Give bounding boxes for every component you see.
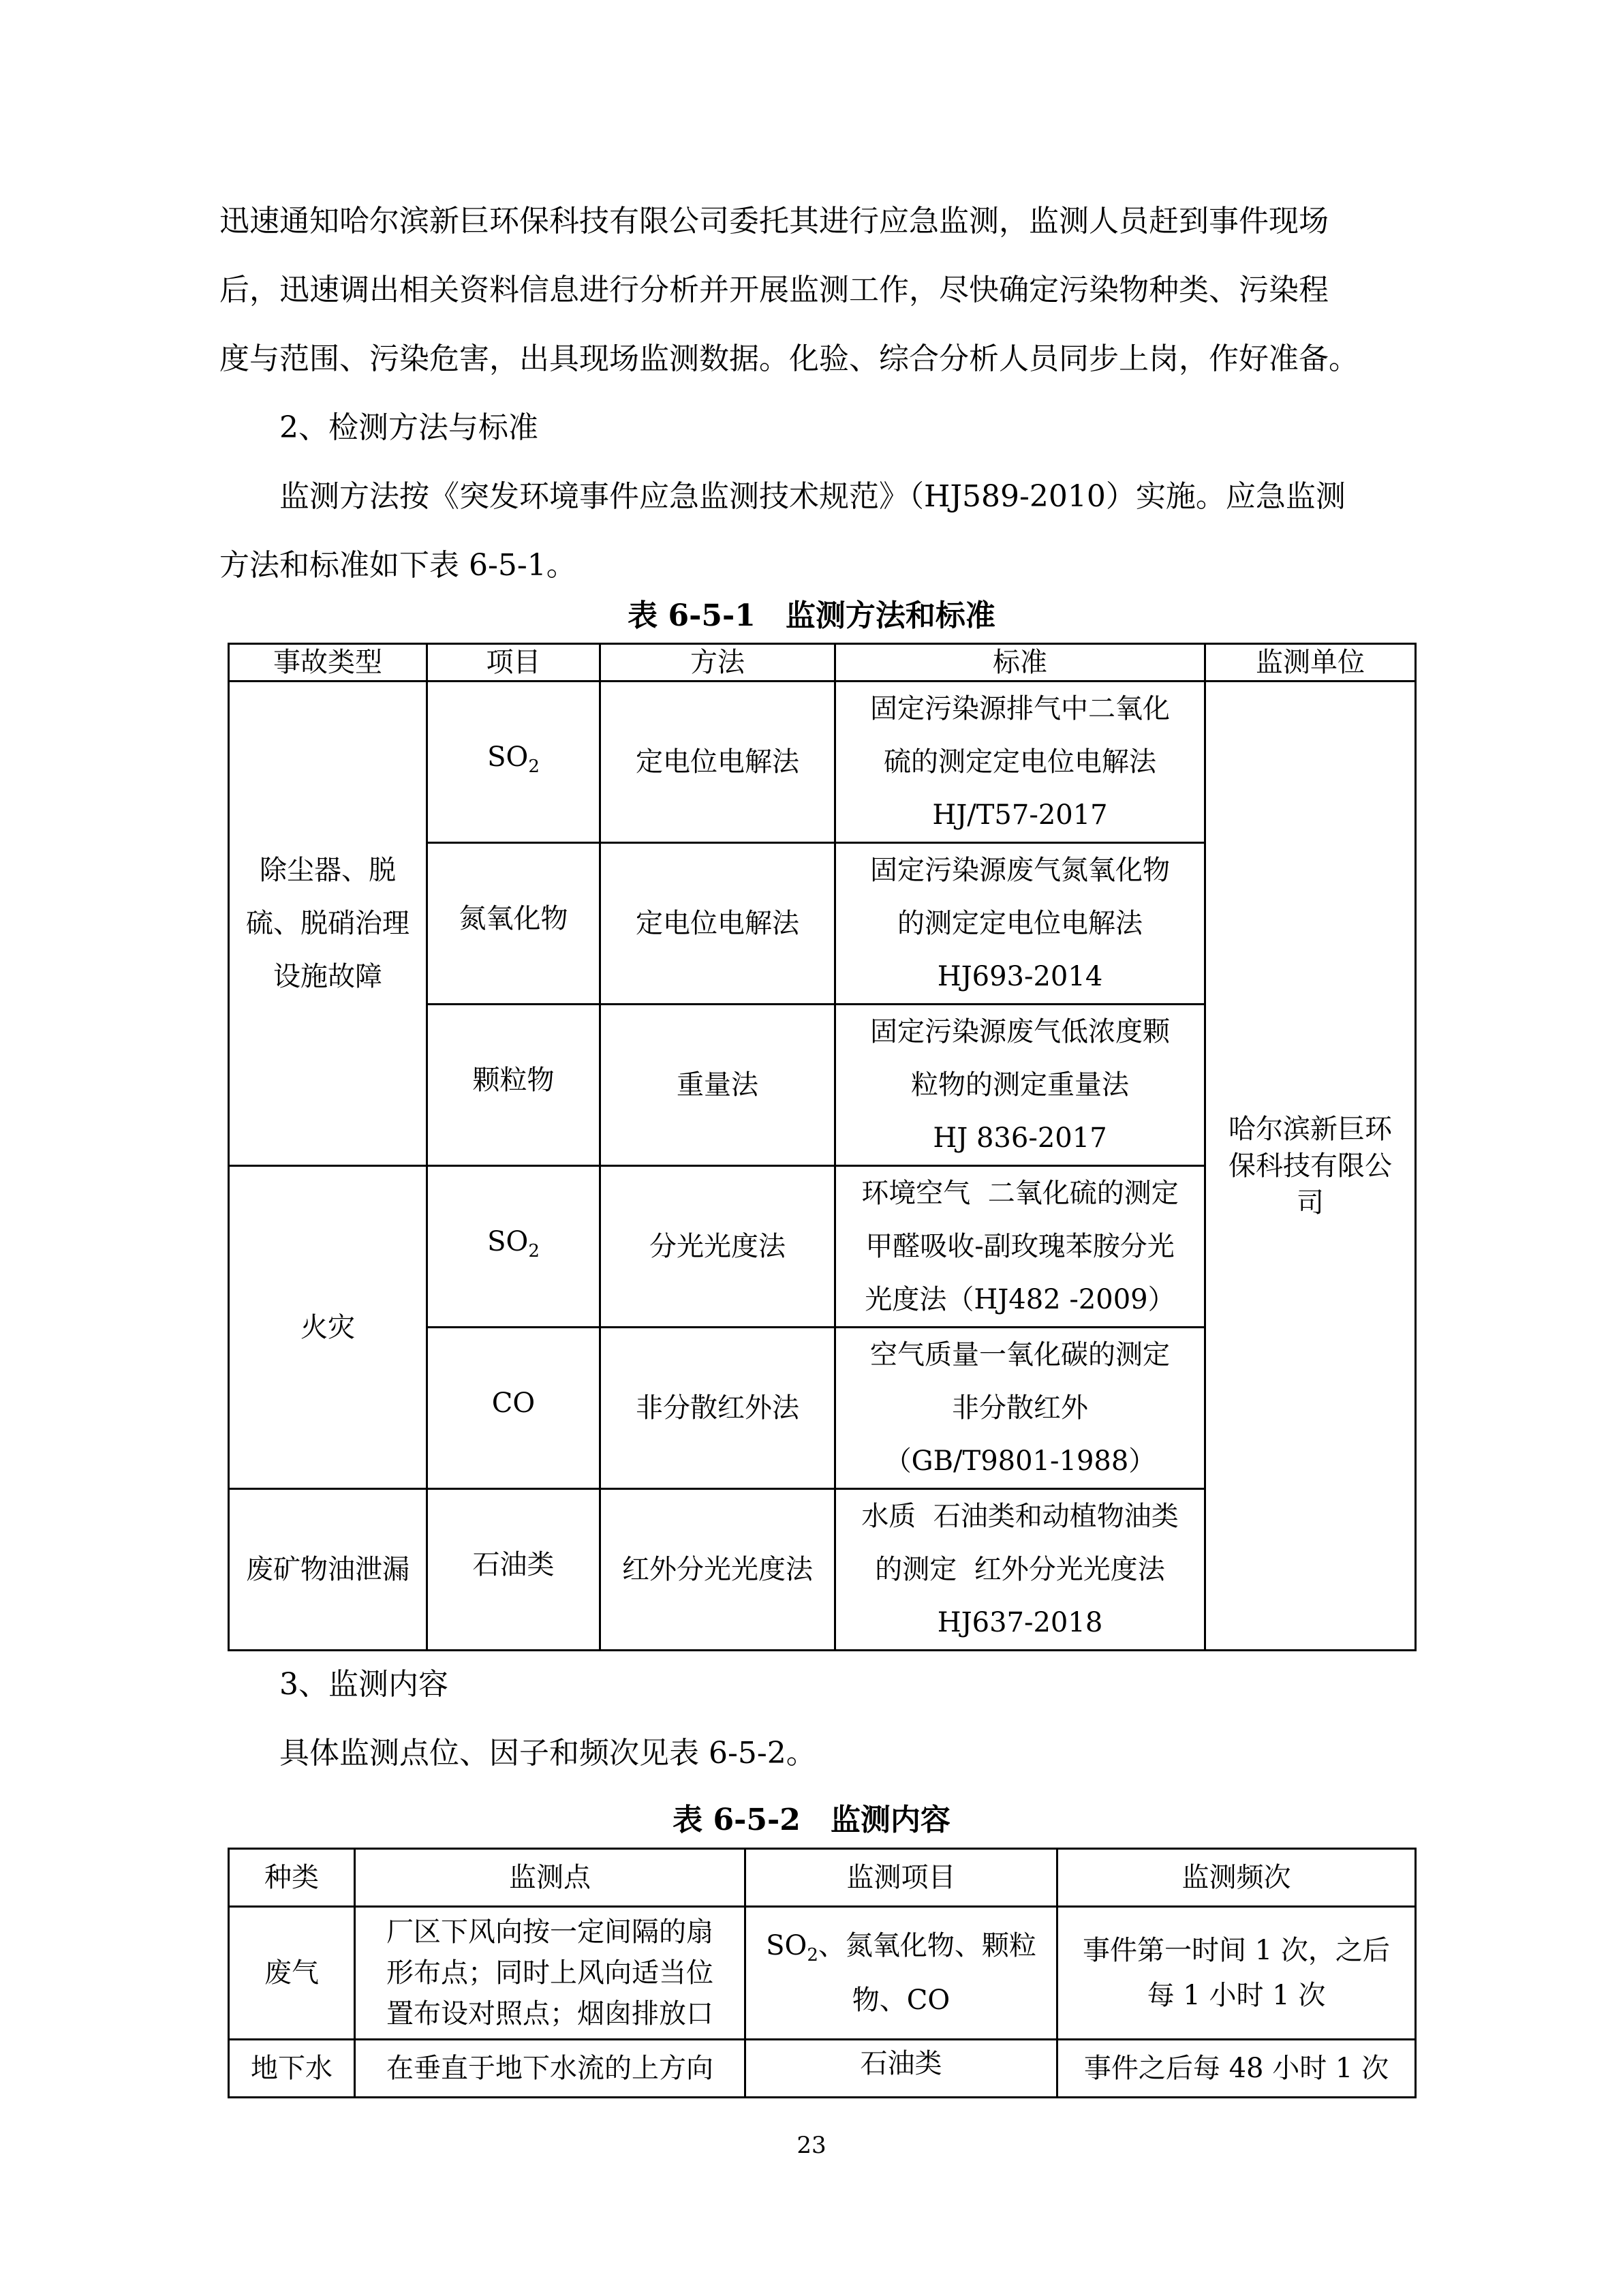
item-cell: CO <box>427 1328 600 1489</box>
table1-header-row <box>229 644 1416 682</box>
standard-cell: 水质 石油类和动植物油类 的测定 红外分光光度法 HJ637-2018 <box>835 1489 1205 1651</box>
kind-cell: 地下水 <box>229 2040 355 2098</box>
header-monitoring-point: 监测点 <box>355 1849 745 1907</box>
monitoring-unit-cell: 哈尔滨新巨环保科技有限公司 <box>1205 682 1416 1651</box>
item-cell: 颗粒物 <box>427 1005 600 1166</box>
item-cell: $SO_2$ <box>427 1166 600 1328</box>
page-number: 23 <box>797 2132 826 2159</box>
table-monitoring-content <box>228 1848 1417 2098</box>
method-cell: 红外分光光度法 <box>600 1489 835 1651</box>
standard-cell: 空气质量一氧化碳的测定 非分散红外 （GB/T9801-1988） <box>835 1328 1205 1489</box>
monitoring-point-cell: 厂区下风向按一定间隔的扇 形布点；同时上风向适当位 置布设对照点；烟囱排放口 <box>355 1907 745 2040</box>
item-cell: $SO_2$ <box>427 682 600 843</box>
section-heading-3: 3、监测内容 <box>279 1667 448 1702</box>
paragraph-continued: 迅速通知哈尔滨新巨环保科技有限公司委托其进行应急监测，监测人员赶到事件现场 后，迅速调出相关资料信息进行分析并开展监测工作，尽快确定污染物种类、污染程 度与范围、污染危害，出具现场监测数据。化验、综合分析人员同步上岗，作好准备。 <box>219 204 1359 376</box>
method-cell: 定电位电解法 <box>600 682 835 843</box>
method-cell: 定电位电解法 <box>600 843 835 1005</box>
table1-caption: 表 6-5-1 监测方法和标准 <box>628 598 995 633</box>
header-monitoring-item: 监测项目 <box>745 1849 1057 1907</box>
header-monitoring-frequency: 监测频次 <box>1057 1849 1416 1907</box>
paragraph-content: 具体监测点位、因子和频次见表 6-5-2。 <box>279 1736 816 1771</box>
item-cell: 氮氧化物 <box>427 843 600 1005</box>
table2-header-row <box>229 1849 1416 1907</box>
standard-cell: 固定污染源废气低浓度颗 粒物的测定重量法 HJ 836-2017 <box>835 1005 1205 1166</box>
accident-type-cell: 除尘器、脱硫、脱硝治理设施故障 <box>229 682 427 1166</box>
item-cell: 石油类 <box>427 1489 600 1651</box>
monitoring-item-cell: 石油类 <box>745 2040 1057 2098</box>
standard-cell: 固定污染源废气氮氧化物 的测定定电位电解法 HJ693-2014 <box>835 843 1205 1005</box>
monitoring-frequency-cell: 事件之后每 48 小时 1 次 <box>1057 2040 1416 2098</box>
accident-type-cell: 火灾 <box>229 1166 427 1489</box>
table-row <box>229 682 1416 843</box>
method-cell: 非分散红外法 <box>600 1328 835 1489</box>
method-cell: 重量法 <box>600 1005 835 1166</box>
standard-cell: 固定污染源排气中二氧化 硫的测定定电位电解法 HJ/T57-2017 <box>835 682 1205 843</box>
header-method: 方法 <box>600 644 835 682</box>
monitoring-item-cell: $SO_2$、氮氧化物、颗粒 物、CO <box>745 1907 1057 2040</box>
header-item: 项目 <box>427 644 600 682</box>
header-monitoring-unit: 监测单位 <box>1205 644 1416 682</box>
section-heading-2: 2、检测方法与标准 <box>279 410 538 445</box>
paragraph-method: 监测方法按《突发环境事件应急监测技术规范》（HJ589-2010）实施。应急监测 方法和标准如下表 6-5-1。 <box>219 479 1346 583</box>
monitoring-frequency-cell: 事件第一时间 1 次，之后 每 1 小时 1 次 <box>1057 1907 1416 2040</box>
header-kind: 种类 <box>229 1849 355 1907</box>
accident-type-cell: 废矿物油泄漏 <box>229 1489 427 1651</box>
monitoring-point-cell: 在垂直于地下水流的上方向 <box>355 2040 745 2098</box>
table-monitoring-methods <box>228 643 1417 1651</box>
standard-cell: 环境空气 二氧化硫的测定 甲醛吸收-副玫瑰苯胺分光 光度法（HJ482 -2009） <box>835 1166 1205 1328</box>
method-cell: 分光光度法 <box>600 1166 835 1328</box>
table-row <box>229 1907 1416 2040</box>
table-row <box>229 2040 1416 2098</box>
table2-caption: 表 6-5-2 监测内容 <box>673 1803 950 1837</box>
kind-cell: 废气 <box>229 1907 355 2040</box>
header-standard: 标准 <box>835 644 1205 682</box>
header-accident-type: 事故类型 <box>229 644 427 682</box>
